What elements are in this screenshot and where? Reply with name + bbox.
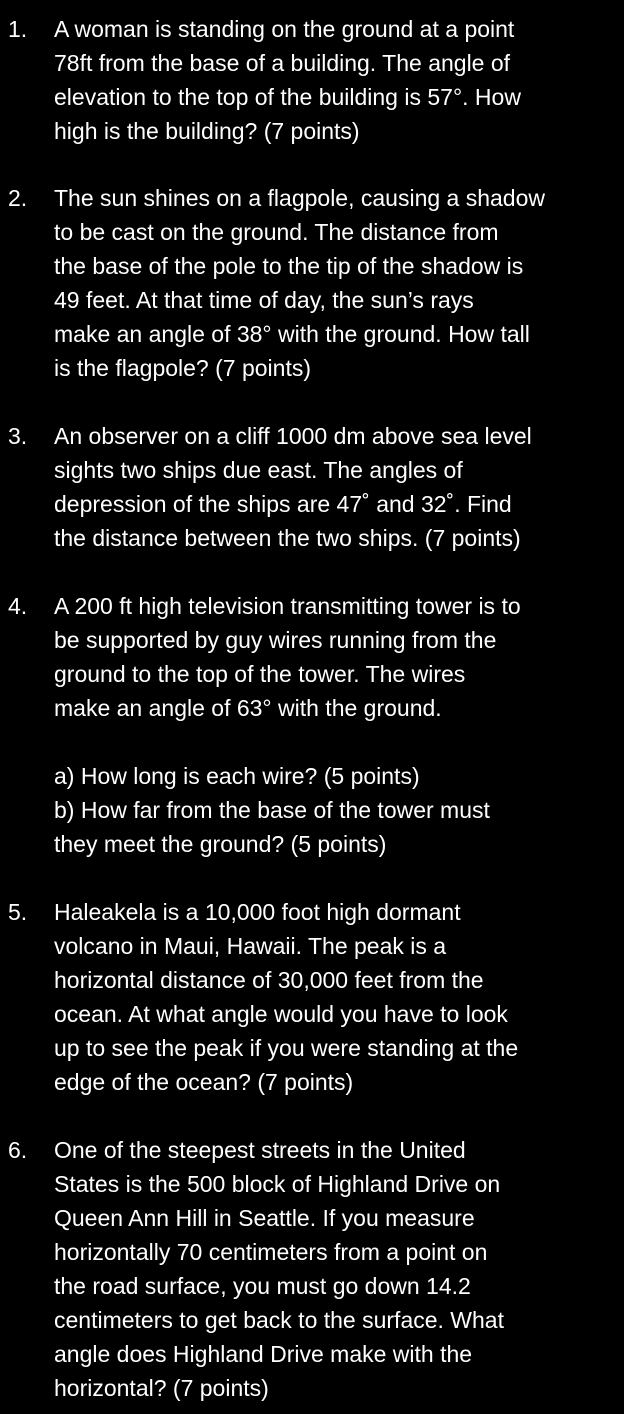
problem-text [54, 181, 594, 385]
problem-line: volcano in Maui, Hawaii. The peak is a [54, 933, 447, 959]
problem-text [54, 12, 594, 148]
problem-line: the distance between the two ships. (7 points) [54, 525, 521, 551]
problem-line: 78ft from the base of a building. The angle of [54, 50, 511, 76]
problem-line: Haleakela is a 10,000 foot high dormant [54, 899, 461, 925]
problem-number: 1. [8, 16, 28, 42]
problem-text [54, 1133, 594, 1405]
problem-line: up to see the peak if you were standing at the [54, 1035, 519, 1061]
problem-line: is the flagpole? (7 points) [54, 355, 311, 381]
problem-line: horizontally 70 centimeters from a point on [54, 1239, 488, 1265]
problem-1 [0, 12, 624, 148]
problem-line: Queen Ann Hill in Seattle. If you measure [54, 1205, 475, 1231]
problem-line: ground to the top of the tower. The wires [54, 661, 466, 687]
problem-line: make an angle of 63° with the ground. [54, 695, 442, 721]
subpart-line: a) How long is each wire? (5 points) [54, 763, 420, 789]
problem-line: A 200 ft high television transmitting tower is to [54, 593, 521, 619]
problem-text [54, 419, 594, 555]
problem-2 [0, 181, 624, 385]
problem-line: ocean. At what angle would you have to look [54, 1001, 508, 1027]
problem-number: 2. [8, 185, 28, 211]
problem-line: 49 feet. At that time of day, the sun’s rays [54, 287, 474, 313]
problem-line: make an angle of 38° with the ground. How tall [54, 321, 530, 347]
problem-4 [0, 589, 624, 861]
problem-line: A woman is standing on the ground at a point [54, 16, 515, 42]
problem-line: The sun shines on a flagpole, causing a shadow [54, 185, 545, 211]
problem-line: to be cast on the ground. The distance from [54, 219, 499, 245]
problem-line: horizontal distance of 30,000 feet from the [54, 967, 484, 993]
problem-line: high is the building? (7 points) [54, 118, 360, 144]
problem-line: the road surface, you must go down 14.2 [54, 1273, 471, 1299]
problem-number: 3. [8, 423, 28, 449]
problem-5 [0, 895, 624, 1099]
problem-line: angle does Highland Drive make with the [54, 1341, 473, 1367]
problem-line: the base of the pole to the tip of the shadow is [54, 253, 524, 279]
problem-number: 5. [8, 899, 28, 925]
problem-line: elevation to the top of the building is 57°. How [54, 84, 521, 110]
problem-text [54, 895, 594, 1099]
problem-line: An observer on a cliff 1000 dm above sea level [54, 423, 532, 449]
problem-subparts [54, 759, 594, 861]
problem-number: 4. [8, 593, 28, 619]
problem-line: centimeters to get back to the surface. What [54, 1307, 504, 1333]
problem-line: horizontal? (7 points) [54, 1375, 269, 1401]
problem-line: be supported by guy wires running from the [54, 627, 497, 653]
problem-3 [0, 419, 624, 555]
problem-line: depression of the ships are 47˚ and 32˚. Find [54, 491, 512, 517]
problem-line: edge of the ocean? (7 points) [54, 1069, 354, 1095]
problem-line: States is the 500 block of Highland Drive on [54, 1171, 501, 1197]
problem-number: 6. [8, 1137, 28, 1163]
problem-line: sights two ships due east. The angles of [54, 457, 463, 483]
subpart-line: b) How far from the base of the tower must [54, 797, 490, 823]
problem-6 [0, 1133, 624, 1405]
problem-line: One of the steepest streets in the United [54, 1137, 466, 1163]
problem-text [54, 589, 594, 861]
subpart-line: they meet the ground? (5 points) [54, 831, 387, 857]
